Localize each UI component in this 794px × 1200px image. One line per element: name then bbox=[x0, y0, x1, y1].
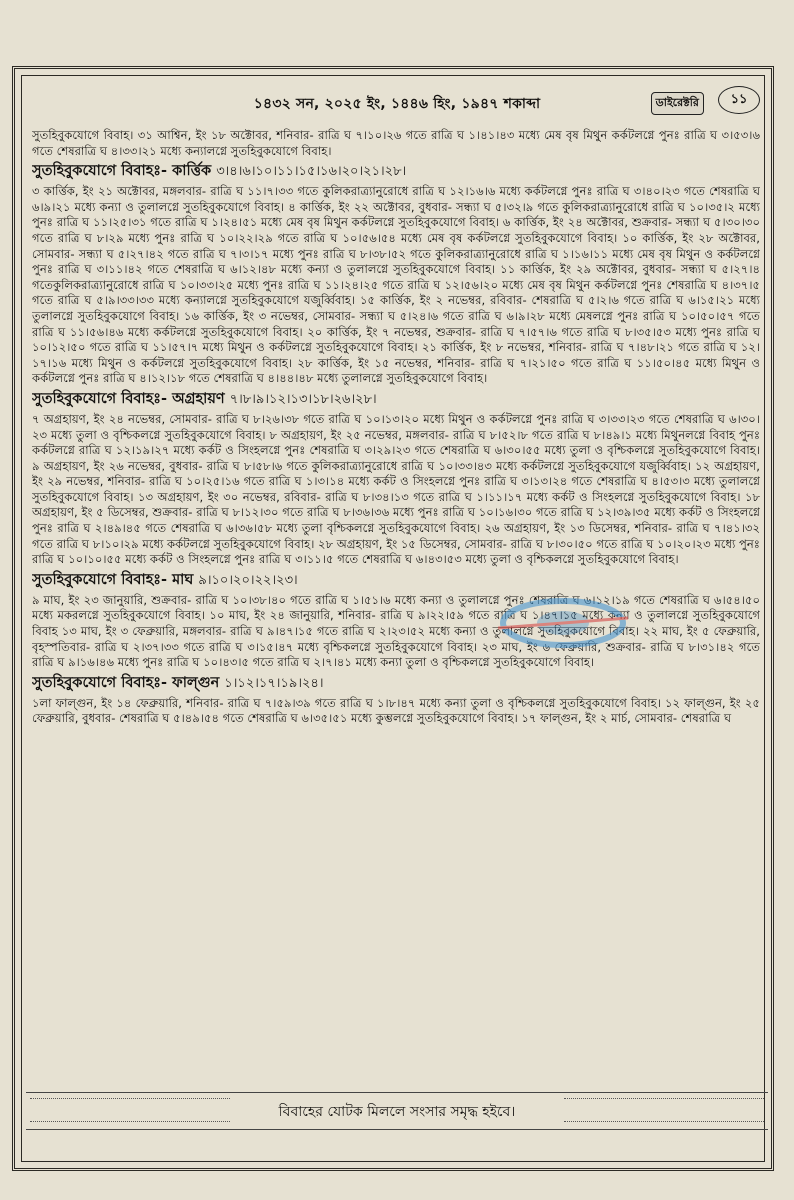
section-dates: ৯।১০।২০।২২।২৩। bbox=[198, 572, 298, 588]
section-dates: ৭।৮।৯।১২।১৩।১৮।২৬।২৮। bbox=[229, 391, 377, 407]
section-dates: ৩।৪।৬।১০।১১।১৫।১৬।২০।২১।২৮। bbox=[216, 164, 407, 180]
page-footer bbox=[26, 1092, 768, 1128]
header-title: ১৪৩২ সন, ২০২৫ ইং, ১৪৪৬ হিং, ১৯৪৭ শকাব্দা bbox=[253, 96, 541, 112]
section-heading-agrahayan bbox=[32, 389, 760, 410]
footer-slogan: বিবাহের যোটক মিললে সংসার সমৃদ্ধ হইবে। bbox=[278, 1104, 516, 1120]
section-title: সুতহিবুকযোগে বিবাহঃ- কার্ত্তিক bbox=[32, 163, 212, 180]
main-content bbox=[32, 128, 760, 1078]
section-heading-falgun bbox=[32, 673, 760, 694]
section-heading-magh bbox=[32, 570, 760, 591]
section-body-kartik: ৩ কার্ত্তিক, ইং ২১ অক্টোবর, মঙ্গলবার- রাত্রি ঘ ১১।৭।৩৩ গতে কুলিকরাত্র্যানুরোধে রাত্রি ঘ ১২।১৬।৬ মধ্যে কর্কটলগ্নে পুনঃ রাত্রি ঘ ৩।৪০।২৩ গতে শেষরাত্রি ঘ ৬।৯।২১ মধ্যে কন্যা ও তুলালগ্নে সুতহিবুকযোগে বিবাহ। ৪ কার্ত্তিক, ইং ২২ অক্টোবর, বুধবার- সন্ধ্যা ঘ ৫।৩২।৯ গতে কুলিকরাত্র্যানুরোধে রাত্রি ঘ ১০।৩৫।২ মধ্যে পুনঃ রাত্রি ঘ ১১।২৫।৩১ গতে রাত্রি ঘ ১।২৪।৫১ মধ্যে মেষ বৃষ মিথুন কর্কটলগ্নে সুতহিবুকযোগে বিবাহ। ৬ কার্ত্তিক, ইং ২৪ অক্টোবর, শুক্রবার- সন্ধ্যা ঘ ৫।৩০।৩০ গতে রাত্রি ঘ ৮।২৯ মধ্যে পুনঃ রাত্রি ঘ ১০।২২।২৯ গতে রাত্রি ঘ ১০।৫৬।৫৪ মধ্যে মেষ বৃষ কর্কটলগ্নে সুতহিবুকযোগে বিবাহ। ১০ কার্ত্তিক, ইং ২৮ অক্টোবর, সোমবার- সন্ধ্যা ঘ ৫।২৭।৪২ গতে রাত্রি ঘ ৭।৩।১৭ মধ্যে পুনঃ রাত্রি ঘ ৮।৩৮।৫২ গতে কুলিকরাত্র্যানুরোধে রাত্রি ঘ ১।১৬।১১ মধ্যে মেষ বৃষ মিথুন ও কর্কটলগ্নে পুনঃ রাত্রি ঘ ৩।১১।৪২ গতে শেষরাত্রি ঘ ৬।১২।৪৮ মধ্যে কন্যা ও তুলালগ্নে সুতহিবুকযোগে বিবাহ। ১১ কার্ত্তিক, ইং ২৯ অক্টোবর, বুধবার- সন্ধ্যা ঘ ৫।২৭।৪ গতেকুলিকরাত্র্যানুরোধে রাত্রি ঘ ১০।৩৩।২৫ মধ্যে পুনঃ রাত্রি ঘ ১১।২৪।২৫ গতে রাত্রি ঘ ১২।৫৬।২০ মধ্যে মেষ বৃষ মিথুন কর্কটলগ্নে পুনঃ শেষরাত্রি ঘ ৪।৩৭।৫ গতে রাত্রি ঘ ৫।৯।৩৩।৩৩ মধ্যে কন্যালগ্নে সুতহিবুকযোগে যজুর্ব্বিবাহ। ১৫ কার্ত্তিক, ইং ২ নভেম্বর, রবিবার- শেষরাত্রি ঘ ৫।২।৬ গতে রাত্রি ঘ ৬।১৫।২১ মধ্যে তুলালগ্নে সুতহিবুকযোগে বিবাহ। ১৬ কার্ত্তিক, ইং ৩ নভেম্বর, সোমবার- সন্ধ্যা ঘ ৫।২৪।৬ গতে রাত্রি ঘ ৬।৯।২৮ মধ্যে মেষলগ্নে পুনঃ রাত্রি ঘ ১০।৫০।৫৭ গতে রাত্রি ঘ ১১।৫৬।৪৬ মধ্যে কর্কটলগ্নে সুতহিবুকযোগে বিবাহ। ২০ কার্ত্তিক, ইং ৭ নভেম্বর, শুক্রবার- রাত্রি ঘ ৭।৫৭।৬ গতে রাত্রি ঘ ৮।৩৫।৫৩ মধ্যে পুনঃ রাত্রি ঘ ১০।১২।৫০ গতে রাত্রি ঘ ১১।৫৭।৭ মধ্যে মিথুন ও কর্কটলগ্নে সুতহিবুকযোগে বিবাহ। ২১ কার্ত্তিক, ইং ৮ নভেম্বর, শনিবার- রাত্রি ঘ ৭।৪৮।২১ গতে রাত্রি ঘ ১২।১৭।১৬ মধ্যে মিথুন ও কর্কটলগ্নে সুতহিবুকযোগে বিবাহ। ২৮ কার্ত্তিক, ইং ১৫ নভেম্বর, শনিবার- রাত্রি ঘ ৭।২১।৫০ গতে রাত্রি ঘ ১১।৫০।৪৫ মধ্যে মিথুন ও কর্কটলগ্নে পুনঃ রাত্রি ঘ ৪।১২।১৮ গতে শেষরাত্রি ঘ ৪।৪৪।৪৮ মধ্যে তুলালগ্নে সুতহিবুকযোগে বিবাহ। bbox=[32, 184, 760, 386]
section-title: সুতহিবুকযোগে বিবাহঃ- মাঘ bbox=[32, 571, 194, 588]
directory-badge: ডাইরেক্টরি bbox=[651, 92, 704, 115]
section-title: সুতহিবুকযোগে বিবাহঃ- ফাল্গুন bbox=[32, 674, 220, 691]
intro-paragraph: সুতহিবুকযোগে বিবাহ। ৩১ আশ্বিন, ইং ১৮ অক্টোবর, শনিবার- রাত্রি ঘ ৭।১০।২৬ গতে রাত্রি ঘ ১।৪১।৪৩ মধ্যে মেষ বৃষ মিথুন কর্কটলগ্নে পুনঃ রাত্রি ঘ ৩।৫৩।৬ গতে শেষরাত্রি ঘ ৪।৩৩।২১ মধ্যে কন্যালগ্নে সুতহিবুকযোগে বিবাহ। bbox=[32, 128, 760, 158]
section-title: সুতহিবুকযোগে বিবাহঃ- অগ্রহায়ণ bbox=[32, 390, 225, 407]
peacock-feather-logo-icon bbox=[488, 588, 638, 658]
section-heading-kartik bbox=[32, 161, 760, 182]
section-body-agrahayan: ৭ অগ্রহায়ণ, ইং ২৪ নভেম্বর, সোমবার- রাত্রি ঘ ৮।২৬।৩৮ গতে রাত্রি ঘ ১০।১৩।২০ মধ্যে মিথুন ও কর্কটলগ্নে পুনঃ রাত্রি ঘ ৩।৩৩।২৩ গতে শেষরাত্রি ঘ ৬।৩০।২৩ মধ্যে তুলা ও বৃশ্চিকলগ্নে সুতহিবুকযোগে বিবাহ। ৮ অগ্রহায়ণ, ইং ২৫ নভেম্বর, মঙ্গলবার- রাত্রি ঘ ৮।৫২।৮ গতে রাত্রি ঘ ৮।৪৯।১ মধ্যে মিথুনলগ্নে বিবাহ পুনঃ কর্কটলগ্নে রাত্রি ঘ ১২।১৯।২৭ মধ্যে কর্কট ও সিংহলগ্নে পুনঃ শেষরাত্রি ঘ ৩।২৯।২৩ গতে শেষরাত্রি ঘ ৬।৩০।৫৫ মধ্যে তুলা ও বৃশ্চিকলগ্নে সুতহিবুকযোগে বিবাহ। ৯ অগ্রহায়ণ, ইং ২৬ নভেম্বর, বুধবার- রাত্রি ঘ ৮।৫৮।৬ গতে কুলিকরাত্র্যানুরোধে রাত্রি ঘ ১০।৩৩।৪৩ মধ্যে কর্কটলগ্নে সুতহিবুকযোগে যজুর্ব্বিবাহ। ১২ অগ্রহায়ণ, ইং ২৯ নভেম্বর, শনিবার- রাত্রি ঘ ১০।২৫।১৬ গতে রাত্রি ঘ ১।৩।১৪ মধ্যে কর্কট ও সিংহলগ্নে পুনঃ রাত্রি ঘ ৩।১৩।২৪ গতে শেষরাত্রি ঘ ৪।৫৩।৩ মধ্যে তুলালগ্নে সুতহিবুকযোগে বিবাহ। ১৩ অগ্রহায়ণ, ইং ৩০ নভেম্বর, রবিবার- রাত্রি ঘ ৮।৩৪।১৩ গতে রাত্রি ঘ ১।১১।১৭ মধ্যে কর্কট ও সিংহলগ্নে সুতহিবুকযোগে বিবাহ। ১৮ অগ্রহায়ণ, ইং ৫ ডিসেম্বর, শুক্রবার- রাত্রি ঘ ৮।১২।৩০ গতে রাত্রি ঘ ৮।৩৬।৩৬ মধ্যে পুনঃ রাত্রি ঘ ১০।১৬।৩০ গতে রাত্রি ঘ ১২।৩৯।৩৫ মধ্যে কর্কট ও সিংহলগ্নে পুনঃ রাত্রি ঘ ২।৪৯।৪৫ গতে শেষরাত্রি ঘ ৬।৩৬।৫৮ মধ্যে তুলা বৃশ্চিকলগ্নে সুতহিবুকযোগে বিবাহ। ২৬ অগ্রহায়ণ, ইং ১৩ ডিসেম্বর, শনিবার- রাত্রি ঘ ৭।৪১।৩২ গতে রাত্রি ঘ ৮।১০।২৯ মধ্যে কর্কটলগ্নে সুতহিবুকযোগে বিবাহ। ২৮ অগ্রহায়ণ, ইং ১৫ ডিসেম্বর, সোমবার- রাত্রি ঘ ৮।৩০।৫০ গতে রাত্রি ঘ ১০।২০।২৩ মধ্যে পুনঃ রাত্রি ঘ ১০।১০।৫৫ মধ্যে কর্কট ও সিংহলগ্নে পুনঃ রাত্রি ঘ ৩।১১।৫ গতে শেষরাত্রি ঘ ৬।৪৩।৫৩ মধ্যে তুলা ও বৃশ্চিকলগ্নে সুতহিবুকযোগে বিবাহ। bbox=[32, 411, 760, 567]
section-dates: ১।১২।১৭।১৯।২৪। bbox=[224, 675, 324, 691]
page-number: ১১ bbox=[718, 86, 760, 114]
section-body-magh: ৯ মাঘ, ইং ২৩ জানুয়ারি, শুক্রবার- রাত্রি ঘ ১০।৩৮।৪০ গতে রাত্রি ঘ ১।৫১।৬ মধ্যে কন্যা ও তুলালগ্নে পুনঃ শেষরাত্রি ঘ ৬।১২।১৯ গতে শেষরাত্রি ঘ ৬।৫৪।৫০ মধ্যে মকরলগ্নে সুতহিবুকযোগে বিবাহ। ১০ মাঘ, ইং ২৪ জানুয়ারি, শনিবার- রাত্রি ঘ ৯।২২।৫৯ গতে রাত্রি ঘ ১।৪৭।১৫ মধ্যে কন্যা ও তুলালগ্নে সুতহিবুকযোগে বিবাহ ১৩ মাঘ, ইং ৩ ফেব্রুয়ারি, মঙ্গলবার- রাত্রি ঘ ৯।৪৭।১৫ গতে রাত্রি ঘ ২।২৩।৫২ মধ্যে কন্যা ও তুলালগ্নে সুতহিবুকযোগে বিবাহ। ২২ মাঘ, ইং ৫ ফেব্রুয়ারি, বৃহস্পতিবার- রাত্রি ঘ ২।৩৭।৩৩ গতে রাত্রি ঘ ৩।১৫।৪৭ মধ্যে বৃশ্চিকলগ্নে সুতহিবুকযোগে বিবাহ। ২৩ মাঘ, ইং ৬ ফেব্রুয়ারি, শুক্রবার- রাত্রি ঘ ৮।৩১।৪২ গতে রাত্রি ঘ ৯।১৬।৪৬ মধ্যে পুনঃ রাত্রি ঘ ১০।৪৩।৫ গতে রাত্রি ঘ ২।৭।৪১ মধ্যে কন্যা তুলা ও বৃশ্চিকলগ্নে সুতহিবুকযোগে বিবাহ। bbox=[32, 592, 760, 670]
page-header bbox=[20, 86, 774, 120]
section-body-falgun: ১লা ফাল্গুন, ইং ১৪ ফেব্রুয়ারি, শনিবার- রাত্রি ঘ ৭।৫৯।৩৯ গতে রাত্রি ঘ ১।৮।৪৭ মধ্যে কন্যা তুলা ও বৃশ্চিকলগ্নে সুতহিবুকযোগে বিবাহ। ১২ ফাল্গুন, ইং ২৫ ফেব্রুয়ারি, বুধবার- শেষরাত্রি ঘ ৫।৪৯।৫৪ গতে শেষরাত্রি ঘ ৬।৩৫।৫১ মধ্যে কুম্ভলগ্নে সুতহিবুকযোগে বিবাহ। ১৭ ফাল্গুন, ইং ২ মার্চ, সোমবার- শেষরাত্রি ঘ bbox=[32, 695, 760, 726]
